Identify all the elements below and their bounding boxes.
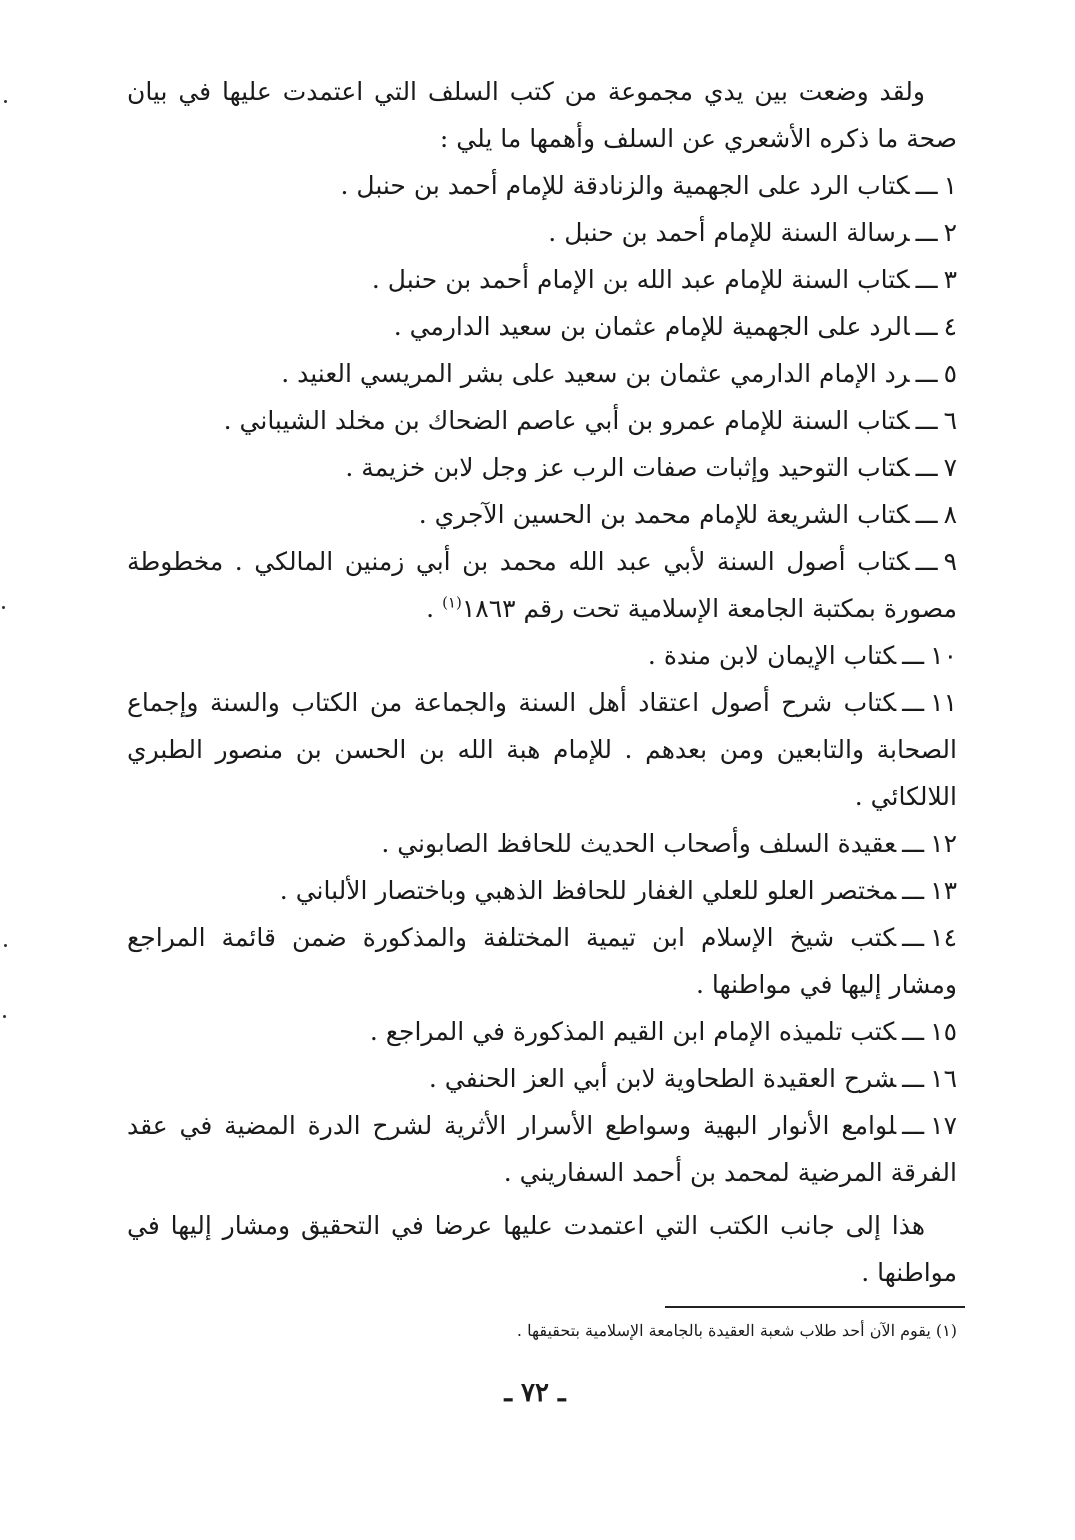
item-number: ١١ (930, 688, 957, 717)
scan-speck (4, 944, 7, 947)
item-text: كتب تلميذه الإمام ابن القيم المذكورة في المراجع . (369, 1017, 897, 1046)
item-number: ١٠ (930, 641, 957, 670)
list-item (127, 538, 957, 632)
item-text: شرح العقيدة الطحاوية لابن أبي العز الحنفي . (428, 1064, 897, 1093)
item-text: كتاب الشريعة للإمام محمد بن الحسين الآجري . (418, 500, 910, 529)
list-item (127, 1102, 957, 1196)
item-text: مختصر العلو للعلي الغفار للحافظ الذهبي وباختصار الألباني . (279, 876, 897, 905)
item-text: لوامع الأنوار البهية وسواطع الأسرار الأثرية لشرح الدرة المضية في عقد الفرقة المرضية لمحمد بن أحمد السفاريني . (127, 1111, 957, 1187)
item-number: ٦ (943, 406, 957, 435)
list-item (127, 397, 957, 444)
footnote: (١) يقوم الآن أحد طلاب شعبة العقيدة بالجامعة الإسلامية بتحقيقها . (516, 1321, 957, 1340)
sources-list (127, 162, 957, 1196)
item-dash: ـــ (902, 1111, 925, 1140)
item-text: كتب شيخ الإسلام ابن تيمية المختلفة والمذكورة ضمن قائمة المراجع ومشار إليها في مواطنها . (127, 923, 957, 999)
item-dash: ـــ (902, 1064, 925, 1093)
item-number: ٤ (943, 312, 957, 341)
item-number: ١٦ (930, 1064, 957, 1093)
scan-speck (3, 1015, 6, 1018)
list-item (127, 303, 957, 350)
list-item (127, 820, 957, 867)
item-number: ٥ (943, 359, 957, 388)
scan-speck (2, 606, 5, 609)
item-dash: ـــ (915, 406, 938, 435)
item-text: عقيدة السلف وأصحاب الحديث للحافظ الصابوني . (381, 829, 897, 858)
list-item (127, 1055, 957, 1102)
closing-paragraph: هذا إلى جانب الكتب التي اعتمدت عليها عرضا في التحقيق ومشار إليها في مواطنها . (127, 1211, 957, 1287)
item-text: رد الإمام الدارمي عثمان بن سعيد على بشر المريسي العنيد . (281, 359, 910, 388)
item-text: كتاب شرح أصول اعتقاد أهل السنة والجماعة من الكتاب والسنة وإجماع الصحابة والتابعين ومن بعدهم . للإمام هبة الله بن الحسن بن منصور الطبري اللالكائي . (127, 688, 957, 811)
item-text: كتاب السنة للإمام عمرو بن أبي عاصم الضحاك بن مخلد الشيباني . (223, 406, 910, 435)
item-text: الرد على الجهمية للإمام عثمان بن سعيد الدارمي . (393, 312, 910, 341)
list-item (127, 209, 957, 256)
item-number: ١ (943, 171, 957, 200)
item-number: ١٥ (930, 1017, 957, 1046)
item-number: ٣ (943, 265, 957, 294)
item-text: كتاب أصول السنة لأبي عبد الله محمد بن أبي زمنين المالكي . مخطوطة مصورة بمكتبة الجامعة الإسلامية تحت رقم ١٨٦٣ (127, 547, 957, 623)
item-dash: ـــ (915, 453, 938, 482)
item-text: كتاب التوحيد وإثبات صفات الرب عز وجل لابن خزيمة . (345, 453, 910, 482)
main-text (127, 68, 957, 1296)
list-item (127, 256, 957, 303)
item-dash: ـــ (915, 312, 938, 341)
item-dash: ـــ (902, 829, 925, 858)
item-dash: ـــ (902, 1017, 925, 1046)
list-item (127, 162, 957, 209)
item-dash: ـــ (915, 547, 938, 576)
list-item (127, 444, 957, 491)
item-text: كتاب السنة للإمام عبد الله بن الإمام أحمد بن حنبل . (371, 265, 910, 294)
item-text: كتاب الإيمان لابن مندة . (647, 641, 897, 670)
item-dash: ـــ (915, 171, 938, 200)
list-item (127, 491, 957, 538)
item-dash: ـــ (915, 359, 938, 388)
scan-speck (4, 100, 7, 103)
page-number: ـ ٧٢ ـ (504, 1378, 566, 1408)
footnote-reference[interactable]: (١) (442, 593, 462, 612)
item-number: ١٤ (930, 923, 957, 952)
item-number: ٢ (943, 218, 957, 247)
list-item (127, 867, 957, 914)
list-item (127, 350, 957, 397)
item-number: ١٧ (930, 1111, 957, 1140)
item-dash: ـــ (915, 500, 938, 529)
item-dash: ـــ (902, 876, 925, 905)
item-text: رسالة السنة للإمام أحمد بن حنبل . (548, 218, 910, 247)
item-number: ١٣ (930, 876, 957, 905)
item-dash: ـــ (902, 688, 925, 717)
list-item (127, 914, 957, 1008)
list-item (127, 1008, 957, 1055)
item-number: ١٢ (930, 829, 957, 858)
item-text-end: . (426, 594, 443, 623)
list-item (127, 679, 957, 820)
item-dash: ـــ (915, 218, 938, 247)
item-number: ٧ (943, 453, 957, 482)
list-item (127, 632, 957, 679)
item-number: ٩ (943, 547, 957, 576)
item-text: كتاب الرد على الجهمية والزنادقة للإمام أحمد بن حنبل . (340, 171, 910, 200)
item-dash: ـــ (915, 265, 938, 294)
intro-paragraph: ولقد وضعت بين يدي مجموعة من كتب السلف التي اعتمدت عليها في بيان صحة ما ذكره الأشعري عن السلف وأهمها ما يلي : (127, 77, 957, 153)
item-number: ٨ (943, 500, 957, 529)
footnote-divider (665, 1306, 965, 1308)
item-dash: ـــ (902, 641, 925, 670)
item-dash: ـــ (902, 923, 925, 952)
